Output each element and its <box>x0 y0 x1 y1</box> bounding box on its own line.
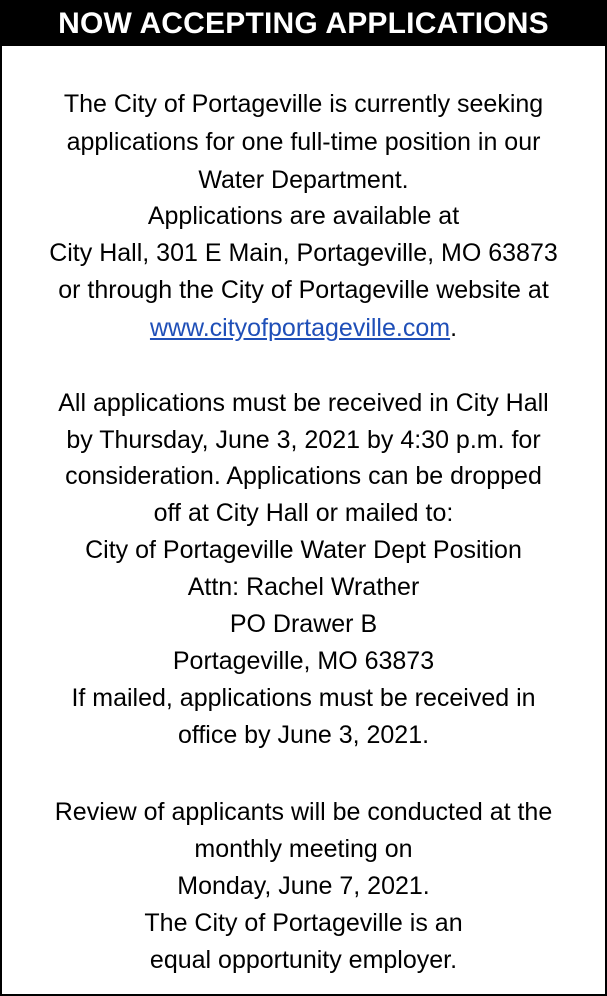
s1-line-7 <box>2 313 605 343</box>
s2-line-7: PO Drawer B <box>229 610 378 638</box>
s2-line-5: City of Portageville Water Dept Position <box>85 536 522 564</box>
website-link[interactable]: www.cityofportageville.com <box>149 314 451 342</box>
s2-line-2: by Thursday, June 3, 2021 by 4:30 p.m. for <box>66 426 541 454</box>
s2-line-8: Portageville, MO 63873 <box>172 647 435 675</box>
link-period: . <box>450 314 458 342</box>
s3-line-2: monthly meeting on <box>194 835 413 863</box>
s2-line-4: off at City Hall or mailed to: <box>153 499 454 527</box>
s1-line-4: Applications are available at <box>147 202 460 230</box>
s3-line-4: The City of Portageville is an <box>144 909 463 937</box>
s3-line-1: Review of applicants will be conducted at the <box>54 798 553 826</box>
s2-line-9: If mailed, applications must be received in <box>71 684 536 712</box>
notice-header: NOW ACCEPTING APPLICATIONS <box>2 2 605 46</box>
s3-line-5: equal opportunity employer. <box>149 946 458 974</box>
s2-line-1: All applications must be received in City Hall <box>58 389 549 417</box>
s1-line-6: or through the City of Portageville website at <box>58 276 549 304</box>
s2-line-3: consideration. Applications can be dropped <box>65 462 542 490</box>
s1-line-5: City Hall, 301 E Main, Portageville, MO 63873 <box>49 239 558 267</box>
s1-line-1: The City of Portageville is currently seeking <box>63 90 544 118</box>
s2-line-10: office by June 3, 2021. <box>177 721 430 749</box>
s2-line-6: Attn: Rachel Wrather <box>187 573 420 601</box>
s1-line-3: Water Department. <box>198 166 409 194</box>
s1-line-2: applications for one full-time position in our <box>66 128 541 156</box>
s3-line-3: Monday, June 7, 2021. <box>177 872 430 900</box>
